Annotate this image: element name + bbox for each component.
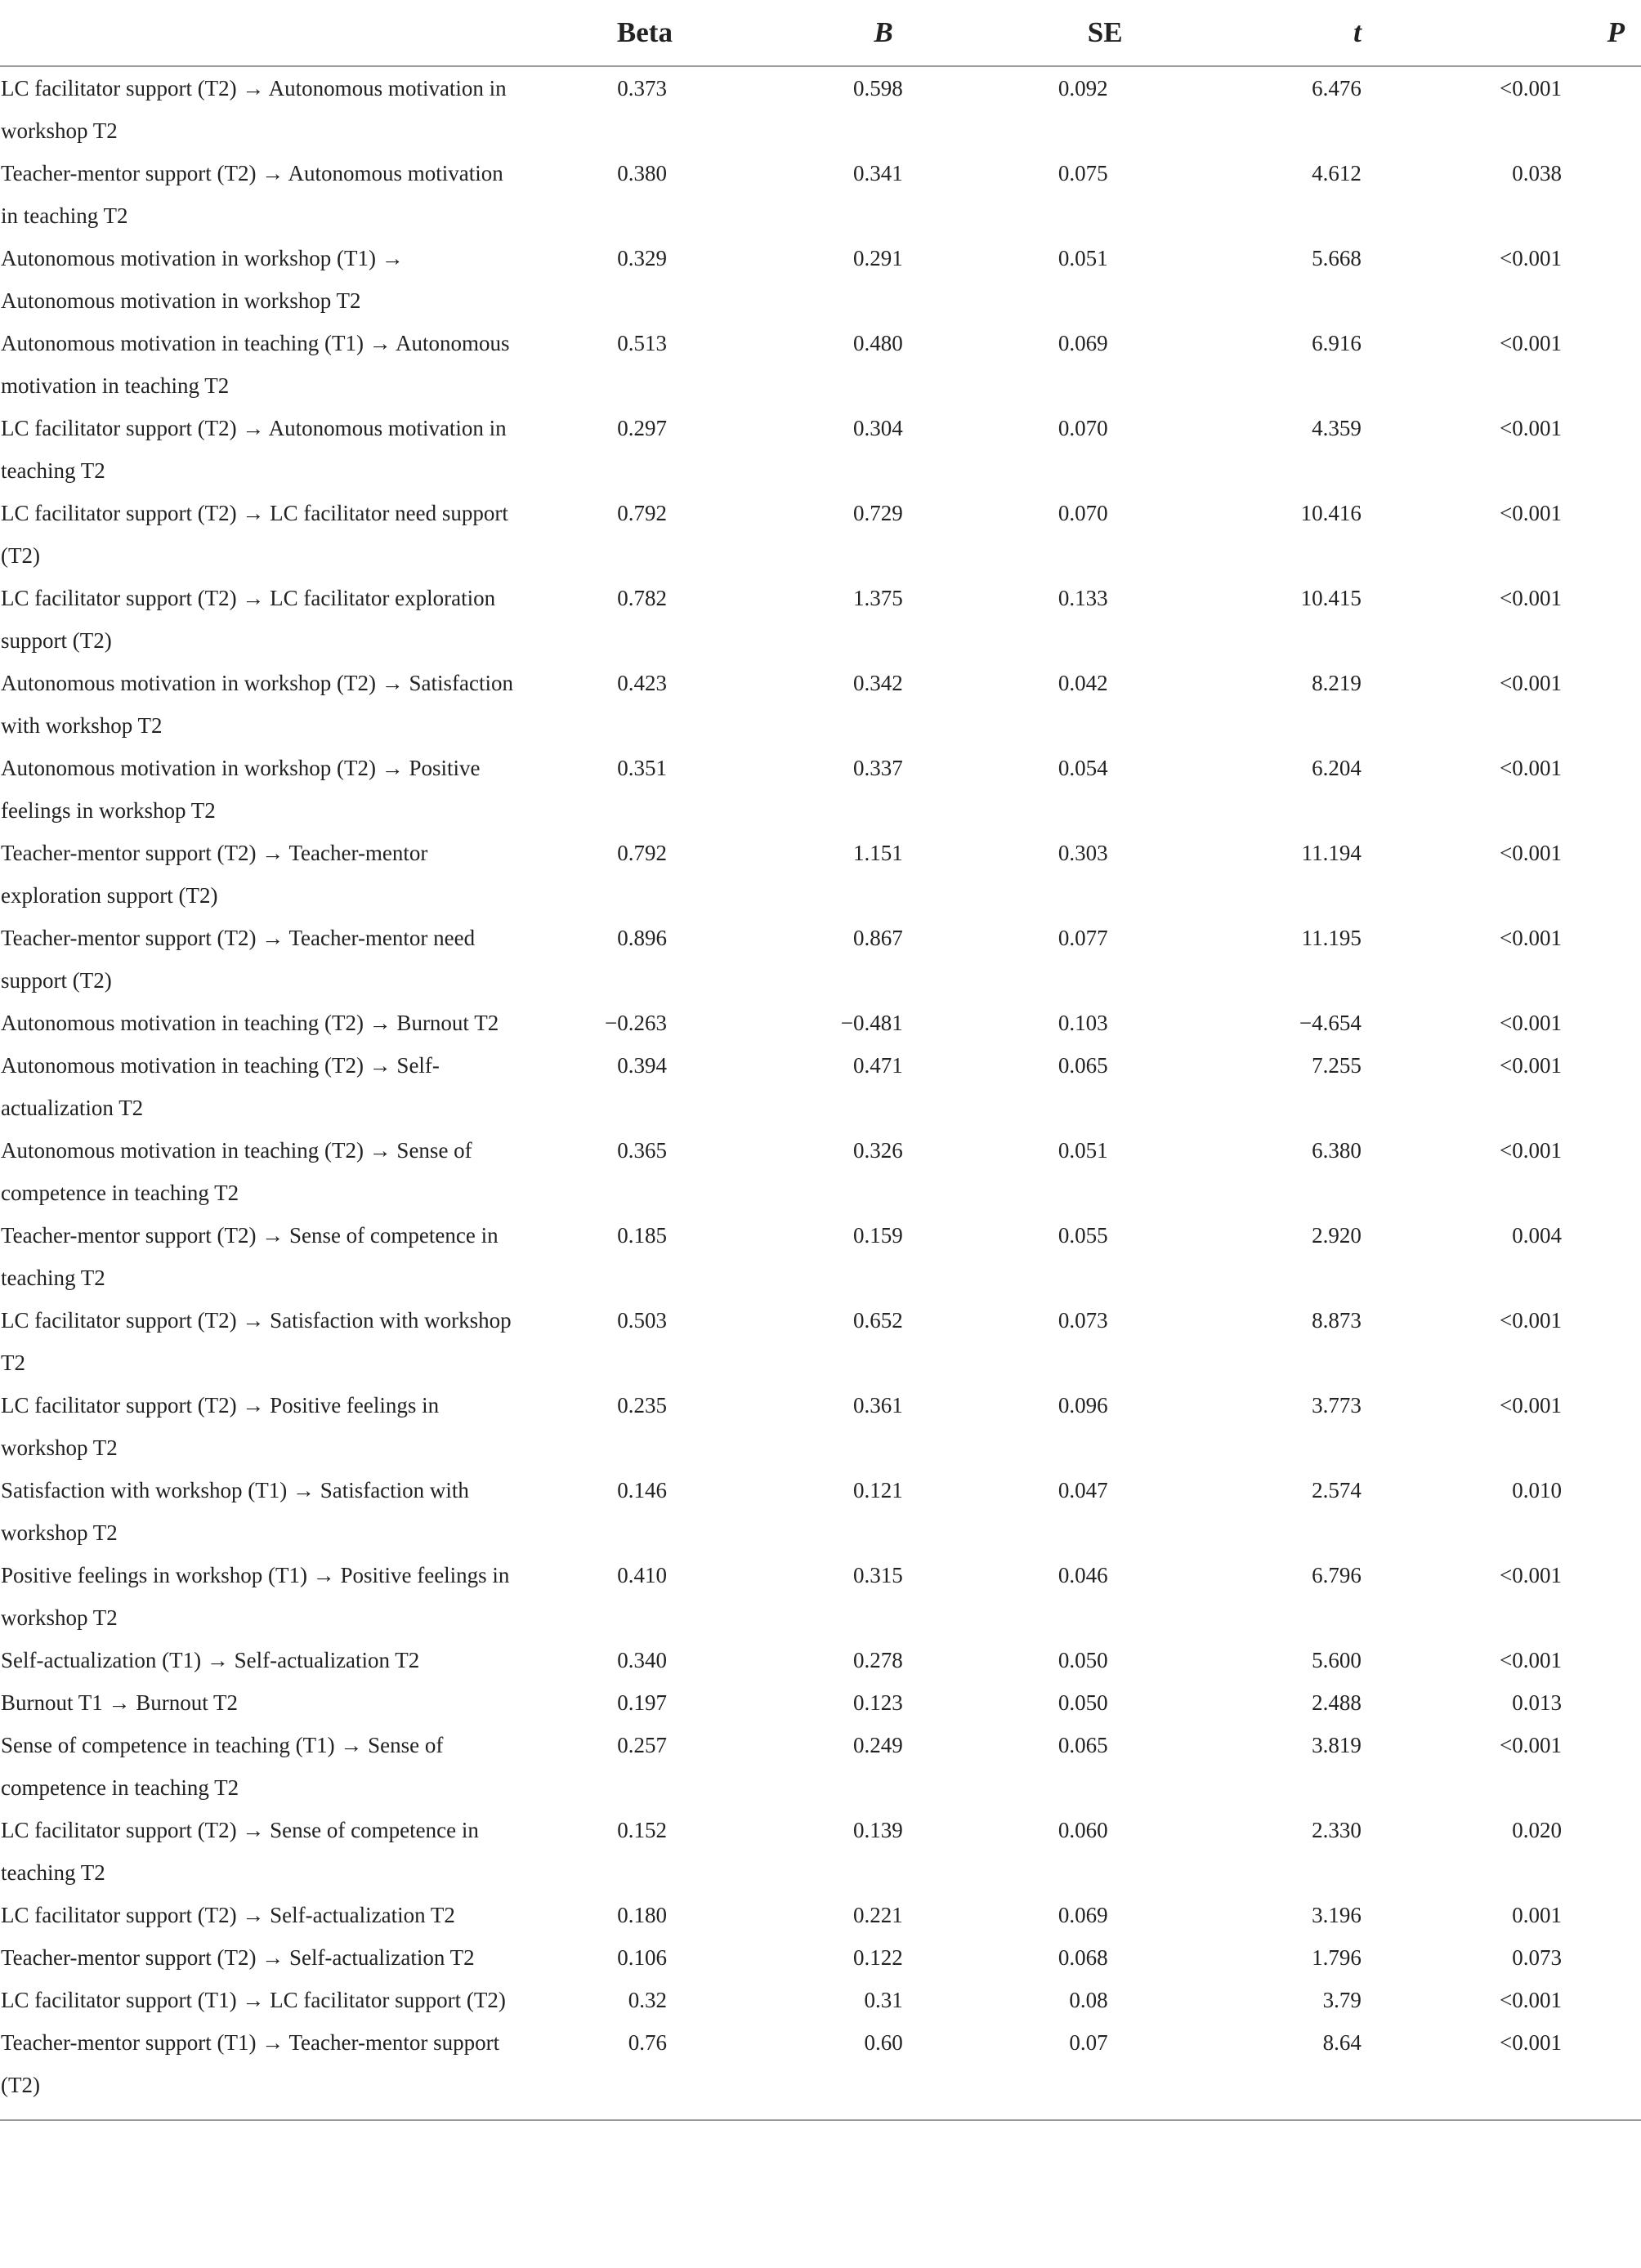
b-cell: 0.361 <box>853 1393 903 1418</box>
beta-cell: 0.394 <box>617 1053 667 1078</box>
se-cell: 0.08 <box>1069 1988 1108 2012</box>
path-cell: Teacher-mentor support (T1) → Teacher-mentor support (T2) <box>0 2021 522 2120</box>
p-cell: <0.001 <box>1500 1393 1562 1418</box>
b-cell: 0.342 <box>853 671 903 695</box>
se-cell: 0.092 <box>1057 76 1108 100</box>
se-cell: 0.050 <box>1057 1648 1108 1672</box>
p-cell: <0.001 <box>1500 1648 1562 1672</box>
table-row <box>0 1894 1641 1936</box>
b-cell: 0.278 <box>853 1648 903 1672</box>
path-cell: LC facilitator support (T2) → Autonomous motivation in workshop T2 <box>1 76 507 143</box>
header-p: P <box>1387 0 1641 66</box>
se-cell: 0.103 <box>1057 1011 1108 1035</box>
p-cell: <0.001 <box>1500 1053 1562 1078</box>
t-cell: 4.359 <box>1312 416 1362 440</box>
beta-cell: 0.180 <box>617 1903 667 1927</box>
path-cell: Positive feelings in workshop (T1) → Positive feelings in workshop T2 <box>1 1563 510 1630</box>
path-cell: LC facilitator support (T2) → Positive feelings in workshop T2 <box>1 1393 440 1460</box>
t-cell: 10.415 <box>1300 586 1362 610</box>
b-cell: 0.471 <box>853 1053 903 1078</box>
path-cell: Sense of competence in teaching (T1) → Sense of competence in teaching T2 <box>1 1733 444 1800</box>
table-row <box>0 1299 1641 1384</box>
table-row <box>0 1979 1641 2021</box>
path-cell: LC facilitator support (T2) → LC facilitator need support (T2) <box>1 501 508 568</box>
p-cell: <0.001 <box>1500 1011 1562 1035</box>
beta-cell: 0.792 <box>617 841 667 865</box>
table-row <box>0 1469 1641 1554</box>
table-row <box>0 237 1641 322</box>
se-cell: 0.042 <box>1057 671 1108 695</box>
se-cell: 0.069 <box>1057 1903 1108 1927</box>
t-cell: 3.819 <box>1312 1733 1362 1757</box>
beta-cell: 0.152 <box>617 1818 667 1842</box>
table-body <box>0 66 1641 2120</box>
p-cell: <0.001 <box>1500 76 1562 100</box>
table-row <box>0 832 1641 917</box>
table-row <box>0 747 1641 832</box>
se-cell: 0.133 <box>1057 586 1108 610</box>
b-cell: 0.291 <box>853 246 903 270</box>
table-row <box>0 1129 1641 1214</box>
t-cell: 10.416 <box>1300 501 1362 525</box>
table-row <box>0 1681 1641 1724</box>
b-cell: 0.122 <box>853 1945 903 1970</box>
path-cell: Autonomous motivation in workshop (T2) → Positive feelings in workshop T2 <box>1 756 481 823</box>
b-cell: 0.60 <box>685 2021 916 2120</box>
b-cell: 0.139 <box>853 1818 903 1842</box>
p-cell: <0.001 <box>1500 501 1562 525</box>
table-row <box>0 917 1641 1002</box>
se-cell: 0.050 <box>1057 1690 1108 1715</box>
p-cell: <0.001 <box>1500 1733 1562 1757</box>
b-cell: 1.375 <box>853 586 903 610</box>
p-cell: <0.001 <box>1500 756 1562 780</box>
se-cell: 0.096 <box>1057 1393 1108 1418</box>
se-cell: 0.051 <box>1057 246 1108 270</box>
path-cell: Teacher-mentor support (T2) → Self-actualization T2 <box>1 1945 475 1970</box>
beta-cell: 0.373 <box>617 76 667 100</box>
p-cell: <0.001 <box>1500 1988 1562 2012</box>
p-cell: <0.001 <box>1500 926 1562 950</box>
path-cell: Autonomous motivation in teaching (T2) → Burnout T2 <box>1 1011 499 1035</box>
table-row <box>0 1214 1641 1299</box>
table-row <box>0 1384 1641 1469</box>
t-cell: 6.796 <box>1312 1563 1362 1587</box>
t-cell: 2.920 <box>1312 1223 1362 1248</box>
beta-cell: 0.503 <box>617 1308 667 1333</box>
beta-cell: 0.76 <box>522 2021 685 2120</box>
se-cell: 0.051 <box>1057 1138 1108 1163</box>
b-cell: 0.304 <box>853 416 903 440</box>
p-cell: <0.001 <box>1387 2021 1641 2120</box>
beta-cell: 0.423 <box>617 671 667 695</box>
path-cell: Burnout T1 → Burnout T2 <box>1 1690 239 1715</box>
t-cell: 7.255 <box>1312 1053 1362 1078</box>
b-cell: 0.598 <box>853 76 903 100</box>
p-cell: <0.001 <box>1500 1563 1562 1587</box>
p-cell: <0.001 <box>1500 331 1562 355</box>
se-cell: 0.055 <box>1057 1223 1108 1248</box>
path-cell: Autonomous motivation in teaching (T1) → Autonomous motivation in teaching T2 <box>1 331 510 398</box>
t-cell: 6.476 <box>1312 76 1362 100</box>
t-cell: 6.204 <box>1312 756 1362 780</box>
beta-cell: 0.513 <box>617 331 667 355</box>
p-cell: 0.013 <box>1512 1690 1562 1715</box>
p-cell: 0.020 <box>1512 1818 1562 1842</box>
header-path <box>0 0 522 66</box>
path-cell: LC facilitator support (T2) → LC facilitator exploration support (T2) <box>1 586 496 653</box>
table-row <box>0 577 1641 662</box>
t-cell: 2.574 <box>1312 1478 1362 1502</box>
b-cell: 0.341 <box>853 161 903 185</box>
b-cell: 0.480 <box>853 331 903 355</box>
t-cell: 2.488 <box>1312 1690 1362 1715</box>
table-row <box>0 492 1641 577</box>
beta-cell: −0.263 <box>604 1011 667 1035</box>
b-cell: 0.315 <box>853 1563 903 1587</box>
t-cell: 6.380 <box>1312 1138 1362 1163</box>
path-cell: Autonomous motivation in teaching (T2) → Sense of competence in teaching T2 <box>1 1138 472 1205</box>
table-row <box>0 1809 1641 1894</box>
path-cell: Satisfaction with workshop (T1) → Satisfaction with workshop T2 <box>1 1478 469 1545</box>
table-header <box>0 0 1641 66</box>
beta-cell: 0.782 <box>617 586 667 610</box>
path-cell: Autonomous motivation in workshop (T2) → Satisfaction with workshop T2 <box>1 671 513 738</box>
t-cell: 1.796 <box>1312 1945 1362 1970</box>
table-row <box>0 152 1641 237</box>
t-cell: 3.773 <box>1312 1393 1362 1418</box>
beta-cell: 0.329 <box>617 246 667 270</box>
p-cell: <0.001 <box>1500 1308 1562 1333</box>
p-cell: <0.001 <box>1500 246 1562 270</box>
beta-cell: 0.297 <box>617 416 667 440</box>
t-cell: 2.330 <box>1312 1818 1362 1842</box>
se-cell: 0.065 <box>1057 1733 1108 1757</box>
b-cell: 0.31 <box>864 1988 903 2012</box>
table-row <box>0 2021 1641 2120</box>
path-cell: Teacher-mentor support (T2) → Sense of competence in teaching T2 <box>1 1223 499 1290</box>
header-row <box>0 0 1641 66</box>
beta-cell: 0.146 <box>617 1478 667 1502</box>
path-cell: Teacher-mentor support (T2) → Teacher-mentor exploration support (T2) <box>1 841 428 908</box>
se-cell: 0.070 <box>1057 416 1108 440</box>
t-cell: 8.873 <box>1312 1308 1362 1333</box>
table-row <box>0 1936 1641 1979</box>
t-cell: 5.668 <box>1312 246 1362 270</box>
b-cell: 0.867 <box>853 926 903 950</box>
header-b: B <box>685 0 916 66</box>
se-cell: 0.303 <box>1057 841 1108 865</box>
table-row <box>0 1724 1641 1809</box>
se-cell: 0.070 <box>1057 501 1108 525</box>
table-row <box>0 1639 1641 1681</box>
t-cell: 5.600 <box>1312 1648 1362 1672</box>
b-cell: −0.481 <box>840 1011 903 1035</box>
b-cell: 0.326 <box>853 1138 903 1163</box>
beta-cell: 0.792 <box>617 501 667 525</box>
p-cell: 0.038 <box>1512 161 1562 185</box>
beta-cell: 0.365 <box>617 1138 667 1163</box>
beta-cell: 0.351 <box>617 756 667 780</box>
path-cell: Teacher-mentor support (T2) → Autonomous motivation in teaching T2 <box>1 161 503 228</box>
p-cell: <0.001 <box>1500 1138 1562 1163</box>
b-cell: 0.729 <box>853 501 903 525</box>
path-cell: LC facilitator support (T2) → Autonomous motivation in teaching T2 <box>1 416 507 483</box>
beta-cell: 0.380 <box>617 161 667 185</box>
path-cell: LC facilitator support (T2) → Sense of competence in teaching T2 <box>1 1818 479 1885</box>
t-cell: 4.612 <box>1312 161 1362 185</box>
path-cell: Autonomous motivation in teaching (T2) → Self-actualization T2 <box>1 1053 440 1120</box>
se-cell: 0.073 <box>1057 1308 1108 1333</box>
beta-cell: 0.106 <box>617 1945 667 1970</box>
se-cell: 0.075 <box>1057 161 1108 185</box>
b-cell: 0.123 <box>853 1690 903 1715</box>
p-cell: 0.004 <box>1512 1223 1562 1248</box>
se-cell: 0.068 <box>1057 1945 1108 1970</box>
p-cell: <0.001 <box>1500 671 1562 695</box>
path-cell: Self-actualization (T1) → Self-actualization T2 <box>1 1648 420 1672</box>
path-cell: Autonomous motivation in workshop (T1) → Autonomous motivation in workshop T2 <box>1 246 404 313</box>
p-cell: <0.001 <box>1500 586 1562 610</box>
se-cell: 0.065 <box>1057 1053 1108 1078</box>
path-cell: Teacher-mentor support (T2) → Teacher-mentor need support (T2) <box>1 926 476 993</box>
beta-cell: 0.340 <box>617 1648 667 1672</box>
b-cell: 0.652 <box>853 1308 903 1333</box>
t-cell: −4.654 <box>1299 1011 1362 1035</box>
b-cell: 0.159 <box>853 1223 903 1248</box>
se-cell: 0.054 <box>1057 756 1108 780</box>
se-cell: 0.060 <box>1057 1818 1108 1842</box>
t-cell: 3.79 <box>1322 1988 1362 2012</box>
t-cell: 8.64 <box>1147 2021 1387 2120</box>
t-cell: 6.916 <box>1312 331 1362 355</box>
b-cell: 0.337 <box>853 756 903 780</box>
table-row <box>0 322 1641 407</box>
table-row <box>0 1044 1641 1129</box>
p-cell: 0.001 <box>1512 1903 1562 1927</box>
header-beta: Beta <box>522 0 685 66</box>
se-cell: 0.077 <box>1057 926 1108 950</box>
path-cell: LC facilitator support (T1) → LC facilitator support (T2) <box>1 1988 506 2012</box>
header-t: t <box>1147 0 1387 66</box>
beta-cell: 0.896 <box>617 926 667 950</box>
t-cell: 3.196 <box>1312 1903 1362 1927</box>
beta-cell: 0.185 <box>617 1223 667 1248</box>
b-cell: 0.121 <box>853 1478 903 1502</box>
table-row <box>0 1554 1641 1639</box>
header-se: SE <box>916 0 1147 66</box>
beta-cell: 0.257 <box>617 1733 667 1757</box>
b-cell: 1.151 <box>853 841 903 865</box>
se-cell: 0.07 <box>916 2021 1147 2120</box>
se-cell: 0.047 <box>1057 1478 1108 1502</box>
table-row <box>0 407 1641 492</box>
table-row <box>0 66 1641 152</box>
beta-cell: 0.197 <box>617 1690 667 1715</box>
se-cell: 0.046 <box>1057 1563 1108 1587</box>
t-cell: 11.194 <box>1301 841 1362 865</box>
t-cell: 8.219 <box>1312 671 1362 695</box>
path-cell: LC facilitator support (T2) → Satisfaction with workshop T2 <box>1 1308 512 1375</box>
table-row <box>0 1002 1641 1044</box>
se-cell: 0.069 <box>1057 331 1108 355</box>
p-cell: 0.010 <box>1512 1478 1562 1502</box>
b-cell: 0.221 <box>853 1903 903 1927</box>
t-cell: 11.195 <box>1301 926 1362 950</box>
p-cell: <0.001 <box>1500 841 1562 865</box>
path-cell: LC facilitator support (T2) → Self-actualization T2 <box>1 1903 455 1927</box>
beta-cell: 0.32 <box>628 1988 667 2012</box>
beta-cell: 0.410 <box>617 1563 667 1587</box>
table-row <box>0 662 1641 747</box>
p-cell: 0.073 <box>1512 1945 1562 1970</box>
b-cell: 0.249 <box>853 1733 903 1757</box>
beta-cell: 0.235 <box>617 1393 667 1418</box>
p-cell: <0.001 <box>1500 416 1562 440</box>
